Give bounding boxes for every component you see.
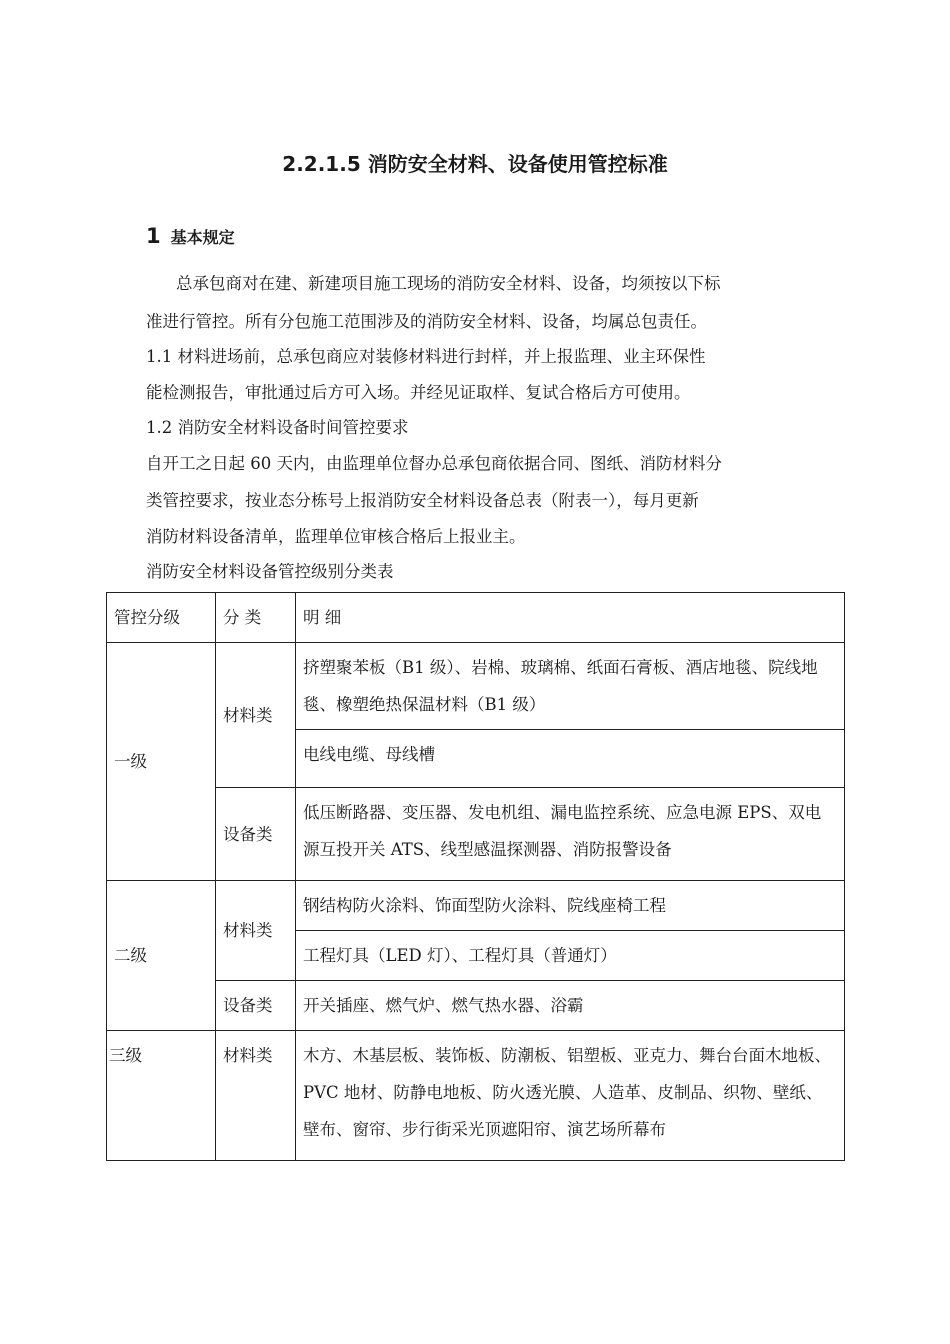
table-row <box>107 1031 845 1161</box>
paragraph-line: 消防材料设备清单，监理单位审核合格后上报业主。 <box>146 527 526 546</box>
paragraph-line: 1.2 消防安全材料设备时间管控要求 <box>146 418 409 437</box>
header-detail: 明 细 <box>296 593 845 643</box>
section-heading <box>146 224 235 248</box>
table-row <box>107 643 845 730</box>
paragraph-line: 能检测报告，审批通过后方可入场。并经见证取样、复试合格后方可使用。 <box>146 383 691 402</box>
category-cell: 材料类 <box>216 1031 296 1161</box>
level-cell: 一级 <box>107 643 216 881</box>
level-cell: 三级 <box>107 1031 216 1161</box>
paragraph-line: 类管控要求，按业态分栋号上报消防安全材料设备总表（附表一），每月更新 <box>146 491 699 510</box>
table-row <box>107 881 845 931</box>
category-cell: 设备类 <box>216 788 296 881</box>
detail-cell: 开关插座、燃气炉、燃气热水器、浴霸 <box>296 981 845 1031</box>
detail-cell: 钢结构防火涂料、饰面型防火涂料、院线座椅工程 <box>296 881 845 931</box>
detail-cell: 电线电缆、母线槽 <box>296 730 845 788</box>
table-caption: 消防安全材料设备管控级别分类表 <box>146 562 394 581</box>
category-cell: 设备类 <box>216 981 296 1031</box>
paragraph-line: 总承包商对在建、新建项目施工现场的消防安全材料、设备，均须按以下标 <box>176 274 721 293</box>
paragraph-line: 1.1 材料进场前，总承包商应对装修材料进行封样，并上报监理、业主环保性 <box>146 347 706 366</box>
section-number: 1 <box>146 224 161 248</box>
control-level-table <box>106 592 845 1161</box>
header-category: 分 类 <box>216 593 296 643</box>
section-label: 基本规定 <box>170 228 235 247</box>
paragraph-line: 准进行管控。所有分包施工范围涉及的消防安全材料、设备，均属总包责任。 <box>146 312 707 331</box>
category-cell: 材料类 <box>216 643 296 788</box>
header-level: 管控分级 <box>107 593 216 643</box>
paragraph-line: 自开工之日起 60 天内，由监理单位督办总承包商依据合同、图纸、消防材料分 <box>146 454 722 473</box>
detail-cell: 木方、木基层板、装饰板、防潮板、铝塑板、亚克力、舞台台面木地板、PVC 地材、防静电地板、防火透光膜、人造革、皮制品、织物、壁纸、壁布、窗帘、步行街采光顶遮阳帘、演艺场所幕布 <box>296 1031 845 1161</box>
table-header-row <box>107 593 845 643</box>
document-title: 2.2.1.5 消防安全材料、设备使用管控标准 <box>282 152 668 176</box>
detail-cell: 工程灯具（LED 灯）、工程灯具（普通灯） <box>296 931 845 981</box>
level-cell: 二级 <box>107 881 216 1031</box>
detail-cell: 低压断路器、变压器、发电机组、漏电监控系统、应急电源 EPS、双电源互投开关 ATS、线型感温探测器、消防报警设备 <box>296 788 845 881</box>
table-row <box>107 981 845 1031</box>
detail-cell: 挤塑聚苯板（B1 级）、岩棉、玻璃棉、纸面石膏板、酒店地毯、院线地毯、橡塑绝热保温材料（B1 级） <box>296 643 845 730</box>
category-cell: 材料类 <box>216 881 296 981</box>
table-row <box>107 788 845 881</box>
